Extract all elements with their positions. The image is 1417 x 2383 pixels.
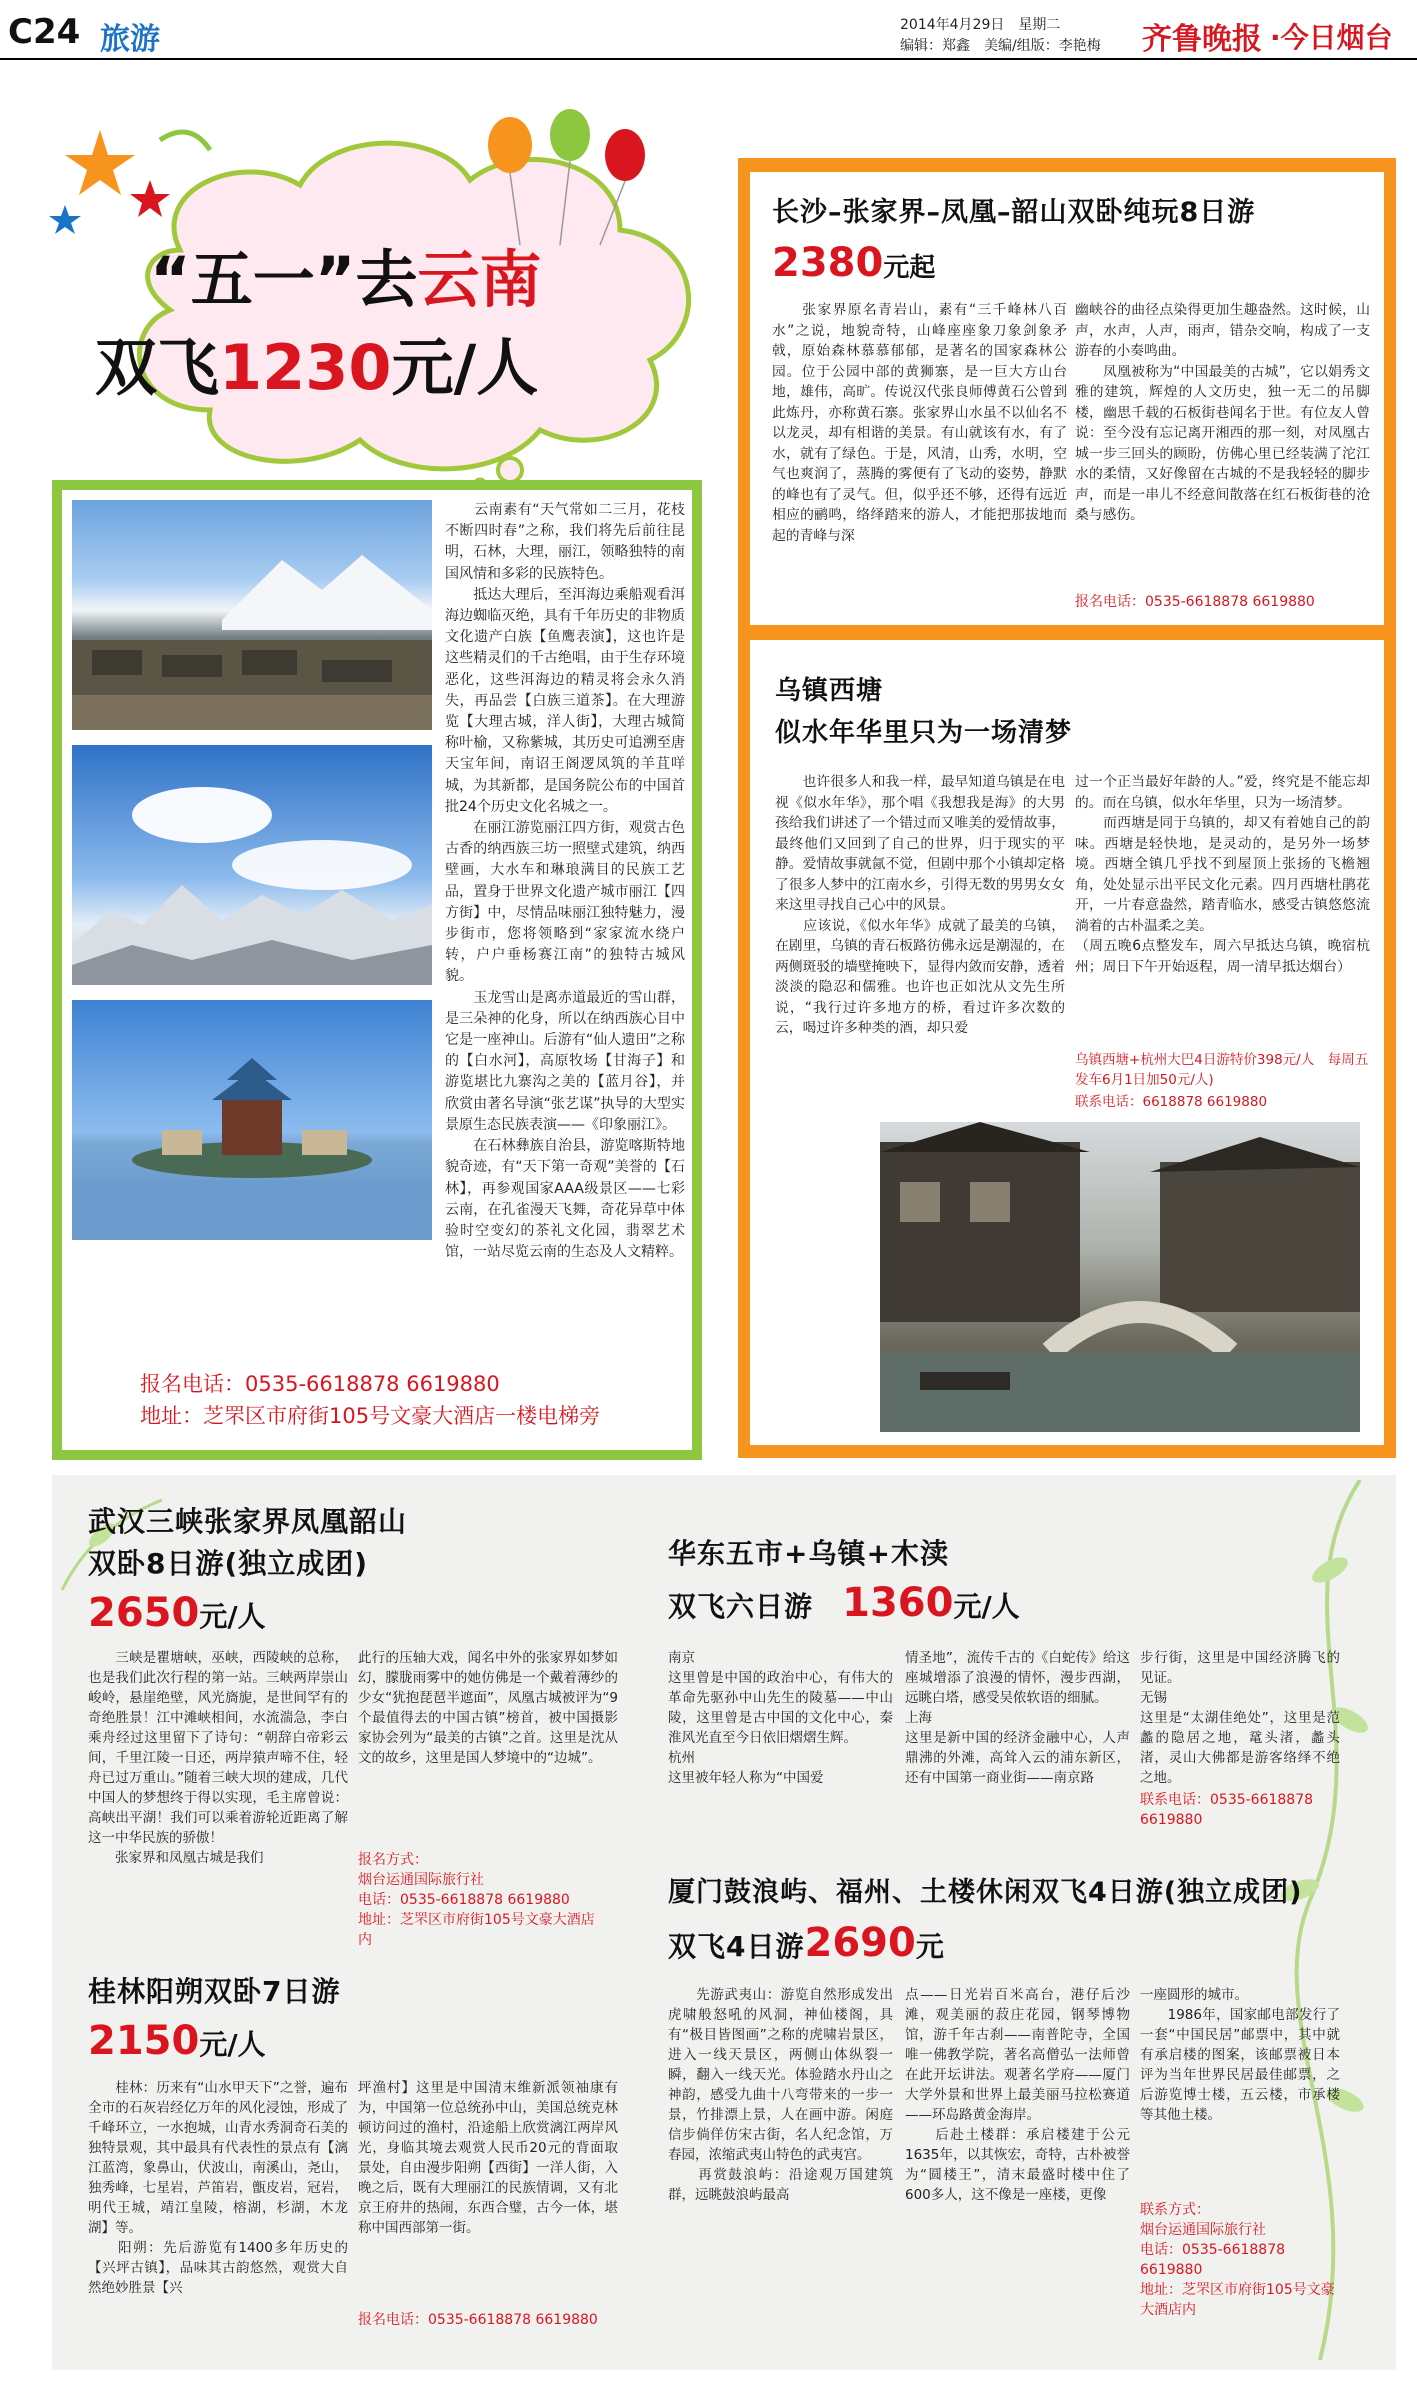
guilin-price xyxy=(88,2018,266,2064)
wuzhen-title2: 似水年华里只为一场清梦 xyxy=(775,718,1073,748)
xiamen-price-number: 2690 xyxy=(804,1920,916,1966)
yunnan-address: 地址：芝罘区市府街105号文豪大酒店一楼电梯旁 xyxy=(140,1404,601,1428)
wuzhen-promo: 乌镇西塘+杭州大巴4日游特价398元/人 每周五发车6月1日加50元/人) xyxy=(1075,1052,1369,1088)
section-name: 旅游 xyxy=(100,22,160,57)
date-line: 2014年4月29日 星期二 xyxy=(900,17,1061,33)
wuhan-col1: 三峡是瞿塘峡，巫峡，西陵峡的总称，也是我们此次行程的第一站。三峡两岸崇山峻岭，悬崖绝壁，风光旖旎，是世间罕有的奇绝胜景！江中滩峡相间，水流湍急，李白乘舟经过这里留下了诗句：“朝辞白帝彩云间，千里江陵一日还，两岸猿声啼不住，轻舟已过万重山。”随着三峡大坝的建成，几代中国人的梦想终于得以实现，毛主席曾说：高峡出平湖！我们可以乘着游轮近距离了解这一中华民族的骄傲！ 张家界和凤凰古城是我们 xyxy=(88,1650,348,1866)
xiamen-title2: 双飞4日游 xyxy=(668,1930,805,1963)
xiamen-title2-row xyxy=(668,1920,944,1966)
xiamen-col2: 点——日光岩百米高台，港仔后沙滩，观美丽的菽庄花园，钢琴博物馆，游千年古刹——南普陀寺，全国唯一佛教学院，著名高僧弘一法师曾在此开坛讲法。观著名学府——厦门大学外景和世界上最美丽马拉松赛道——环岛路黄金海岸。 后赴土楼群：承启楼建于公元1635年，以其恢宏，奇特，古朴被誉为“圆楼王”，清末最盛时楼中住了600多人，这不像是一座楼，更像 xyxy=(905,1987,1130,2203)
erhai-island-photo xyxy=(72,1000,432,1240)
yunnan-title-line1 xyxy=(150,230,542,319)
wuhan-title2: 双卧8日游(独立成团) xyxy=(88,1547,369,1580)
yunnan-title-line2 xyxy=(95,318,538,407)
huadong-title2-row xyxy=(668,1580,1020,1626)
guilin-price-number: 2150 xyxy=(88,2018,200,2064)
xiamen-col3: 一座圆形的城市。 1986年，国家邮电部发行了一套“中国民居”邮票中，其中就有承启楼的图案，该邮票被日本评为当年世界民居最佳邮票，之后游览博士楼，五云楼，市承楼等其他土楼。 xyxy=(1140,1987,1340,2123)
yunnan-body: 云南素有“天气常如二三月，花枝不断四时春”之称，我们将先后前往昆明，石林，大理，丽江，领略独特的南国风情和多彩的民族特色。 抵达大理后，至洱海边乘船观看洱海边蜘临灭绝，具有千年历史的非物质文化遗产白族【鱼鹰表演】，这也许是这些精灵们的千古绝唱，由于生存环境恶化，这些洱海边的精灵将会永久消失，再品尝【白族三道茶】。在大理游览【大理古城，洋人街】，大理古城简称叶榆，又称紫城，其历史可追溯至唐天宝年间，南诏王阁逻凤筑的羊苴咩城，为其新都，是国务院公布的中国首批24个历史文化名城之一。 在丽江游览丽江四方街，观赏古色古香的纳西族三坊一照壁式建筑，纳西壁画，大水车和琳琅满目的民族工艺品，置身于世界文化遗产城市丽江【四方街】中，尽情品味丽江独特魅力，漫步街市，您将领略到“家家流水绕户转，户户垂杨赛江南”的独特古城风貌。 玉龙雪山是离赤道最近的雪山群，是三朵神的化身，所以在纳西族心目中它是一座神山。后游有“仙人遗田”之称的【白水河】，高原牧场【甘海子】和游览堪比九寨沟之美的【蓝月谷】，并欣赏由著名导演“张艺谋”执导的大型实景原生态民族表演——《印象丽江》。 在石林彝族自治县，游览喀斯特地貌奇迹，有“天下第一奇观”美誉的【石林】，再参观国家AAA级景区——七彩云南，在孔雀漫天飞舞，奇花异草中体验时空变幻的茶礼文化园，翡翠艺术馆，一站尽览云南的生态及人文精粹。 xyxy=(445,502,685,1261)
wuhan-address: 地址：芝罘区市府街105号文豪大酒店内 xyxy=(358,1912,595,1948)
yunnan-title-unit: 元/人 xyxy=(391,331,539,404)
zjj-title: 长沙–张家界–凤凰–韶山双卧纯玩8日游 xyxy=(772,197,1256,228)
header-rule xyxy=(0,58,1417,60)
huadong-phone: 联系电话：0535-6618878 6619880 xyxy=(1140,1792,1314,1828)
huadong-col1: 南京 这里曾是中国的政治中心，有伟大的革命先驱孙中山先生的陵墓——中山陵，这里曾是古中国的文化中心，秦淮风光直至今日依旧熠熠生辉。 杭州 这里被年轻人称为“中国爱 xyxy=(668,1650,893,1786)
yunnan-phone: 报名电话：0535-6618878 6619880 xyxy=(140,1372,500,1396)
zjj-phone: 报名电话：0535-6618878 6619880 xyxy=(1075,594,1315,610)
zjj-price xyxy=(772,240,935,286)
yunnan-title-price: 1230 xyxy=(219,331,392,404)
zjj-price-unit: 元起 xyxy=(883,253,936,283)
guilin-col2: 坪渔村】这里是中国清末维新派领袖康有为，中国第一位总统孙中山，美国总统克林顿访问过的渔村，沿途船上欣赏漓江两岸风光，身临其境去观赏人民币20元的背面取景处，自由漫步阳朔【西街】一洋人街，入晚之后，既有大理丽江的民族情调，又有北京王府井的热闹，东西合璧，古今一体，堪称中国西部第一街。 xyxy=(358,2080,618,2236)
xiamen-report-label: 联系方式： xyxy=(1140,2202,1210,2218)
zjj-col1: 张家界原名青岩山，素有“三千峰林八百水”之说，地貌奇特，山峰座座象刀象剑象矛戟，原始森林慕慕郁郁，是著名的国家森林公园。位于公园中部的黄狮寨，是一巨大方山台地，雄伟，高旷。传说汉代张良师傅黄石公曾到此炼丹，亦称黄石寨。张家界山水虽不以仙名不以龙灵，却有相谐的美景。有山就该有水，有了水，就有了绿色。于是，风清，山秀，水明，空气也爽润了，蒸腾的雾便有了飞动的姿势，静默的峰也有了灵气。但，似乎还不够，还得有远近相应的鹂鸣，络绎踏来的游人，才能把那拔地而起的青峰与深 xyxy=(772,302,1067,544)
huadong-price-unit: 元/人 xyxy=(953,1590,1020,1623)
xiamen-col1: 先游武夷山：游览自然形成发出虎啸般怒吼的风洞，神仙楼阁，具有“极目皆图画”之称的虎啸岩景区，进入一线天景区，两侧山体纵裂一瞬，翻入一线天光。体验踏水丹山之神韵，感受九曲十八弯带来的一步一景，竹排漂上景，人在画中游。闲庭信步倘佯仿宋古街，名人纪念馆，万春园，浓缩武夷山特色的武夷宫。 再赏鼓浪屿：沿途观万国建筑群，远眺鼓浪屿最高 xyxy=(668,1987,893,2203)
edition-name: ·今日烟台 xyxy=(1270,21,1393,54)
guilin-price-unit: 元/人 xyxy=(199,2028,266,2061)
huadong-title2: 双飞六日游 xyxy=(668,1590,814,1623)
wuhan-price xyxy=(88,1590,266,1636)
zjj-col2: 幽峡谷的曲径点染得更加生趣盎然。这时候，山声，水声，人声，雨声，错杂交响，构成了一支游春的小奏鸣曲。 凤凰被称为“中国最美的古城”，它以娟秀文雅的建筑，辉煌的人文历史，独一无二的吊脚楼，幽思千载的石板街巷闻名于世。有位友人曾说：至今没有忘记离开湘西的那一刻，对凤凰古城一步三回头的顾盼，仿佛心里已经装满了沱江水的柔情，又好像留在古城的不是我轻轻的脚步声，而是一串儿不经意间散落在红石板街巷的沧桑与感伤。 xyxy=(1075,302,1370,523)
guilin-col1: 桂林：历来有“山水甲天下”之誉，遍布全市的石灰岩经亿万年的风化浸蚀，形成了千峰环立，一水抱城，山青水秀洞奇石美的独特景观，其中最具有代表性的景点有【漓江蓝湾，象鼻山，伏波山，南溪山，尧山，独秀峰，七星岩，芦笛岩，甑皮岩，冠岩，明代王城，靖江皇陵，榕湖，杉湖，木龙湖】等。 阳朔：先后游览有1400多年历史的【兴坪古镇】，品味其古韵悠然，观赏大自然绝妙胜景【兴 xyxy=(88,2080,348,2296)
yunnan-title-mode: 双飞 xyxy=(95,331,220,404)
page-number: C24 xyxy=(8,12,81,52)
lijiang-photo xyxy=(72,500,432,730)
paper-name: 齐鲁晚报 xyxy=(1142,22,1262,57)
huadong-col2: 情圣地”，流传千古的《白蛇传》给这座城增添了浪漫的情怀，漫步西湖，远眺白塔，感受吴侬软语的细腻。 上海 这里是新中国的经济金融中心，人声鼎沸的外滩，高耸入云的浦东新区，还有中国第一商业街——南京路 xyxy=(905,1650,1130,1786)
vine-decoration-left xyxy=(52,1480,172,1600)
wuhan-title1: 武汉三峡张家界凤凰韶山 xyxy=(88,1505,408,1538)
xiamen-title: 厦门鼓浪屿、福州、土楼休闲双飞4日游(独立成团) xyxy=(668,1877,1303,1908)
snow-mountain-photo xyxy=(72,745,432,985)
huadong-price-number: 1360 xyxy=(842,1580,954,1626)
wuzhen-col2: 过一个正当最好年龄的人。”爱，终究是不能忘却的。而在乌镇，似水年华里，只为一场清梦。 而西塘是同于乌镇的，却又有着她自己的韵味。西塘是轻快地，是灵动的，是另外一场梦境。西塘全镇几乎找不到屋顶上张扬的飞檐翘角，处处显示出平民文化元素。四月西塘杜鹃花开，一片春意盎然，踏青临水，感受古镇悠悠流淌着的古朴温柔之美。 （周五晚6点整发车，周六早抵达乌镇，晚宿杭州；周日下午开始返程，周一清早抵达烟台） xyxy=(1075,774,1370,975)
wuzhen-phone: 联系电话：6618878 6619880 xyxy=(1075,1094,1268,1110)
guilin-title: 桂林阳朔双卧7日游 xyxy=(88,1975,341,2008)
wuhan-phone: 电话：0535-6618878 6619880 xyxy=(358,1892,570,1908)
yunnan-title-place: 云南 xyxy=(417,243,542,316)
yunnan-title-prefix: “五一”去 xyxy=(150,243,418,316)
wuzhen-title1: 乌镇西塘 xyxy=(775,676,884,706)
wuzhen-col1: 也许很多人和我一样，最早知道乌镇是在电视《似水年华》，那个唱《我想我是海》的大男孩给我们讲述了一个错过而又唯美的爱情故事，最终他们又回到了自己的世界，归于现实的平静。爱情故事就氤不觉，但剧中那个小镇却定格了很多人梦中的江南水乡，引得无数的男男女女来这里寻找自己心中的风景。 应该说，《似水年华》成就了最美的乌镇，在剧里，乌镇的青石板路彷佛永远是潮湿的，在两侧斑驳的墙壁掩映下，显得内敛而安静，透着淡淡的隐忍和儒雅。也许也正如沈从文先生所说，“我行过许多地方的桥，看过许多次数的云，喝过许多种类的酒，却只爱 xyxy=(775,774,1065,1036)
wuhan-col2: 此行的压轴大戏，闻名中外的张家界如梦如幻，朦胧雨雾中的她仿佛是一个戴着薄纱的少女“犹抱琵琶半遮面”，凤凰古城被评为“9个最值得去的中国古镇”榜首，被中国摄影家协会列为“最美的古镇”之首。这里是沈从文的故乡，这里是国人梦境中的“边城”。 xyxy=(358,1650,618,1766)
xiamen-address: 地址：芝罘区市府街105号文豪大酒店内 xyxy=(1140,2282,1335,2318)
wuhan-report-label: 报名方式： xyxy=(358,1852,428,1868)
xiamen-phone: 电话：0535-6618878 6619880 xyxy=(1140,2242,1286,2278)
guilin-phone: 报名电话：0535-6618878 6619880 xyxy=(358,2312,598,2328)
wuhan-price-number: 2650 xyxy=(88,1590,200,1636)
xiamen-agency: 烟台运通国际旅行社 xyxy=(1140,2222,1266,2238)
zjj-price-number: 2380 xyxy=(772,240,884,286)
editors-line: 编辑：郑鑫 美编/组版：李艳梅 xyxy=(900,38,1101,54)
wuhan-price-unit: 元/人 xyxy=(199,1600,266,1633)
huadong-col3: 步行街，这里是中国经济腾飞的见证。 无锡 这里是“太湖佳绝处”，这里是范蠡的隐居之地，鼋头渚，蠡头渚，灵山大佛都是游客络绎不绝之地。 xyxy=(1140,1650,1340,1786)
huadong-title1: 华东五市+乌镇+木渎 xyxy=(668,1537,949,1570)
wuhan-agency: 烟台运通国际旅行社 xyxy=(358,1872,484,1888)
wuzhen-photo xyxy=(880,1122,1360,1432)
xiamen-price-unit: 元 xyxy=(915,1930,944,1963)
